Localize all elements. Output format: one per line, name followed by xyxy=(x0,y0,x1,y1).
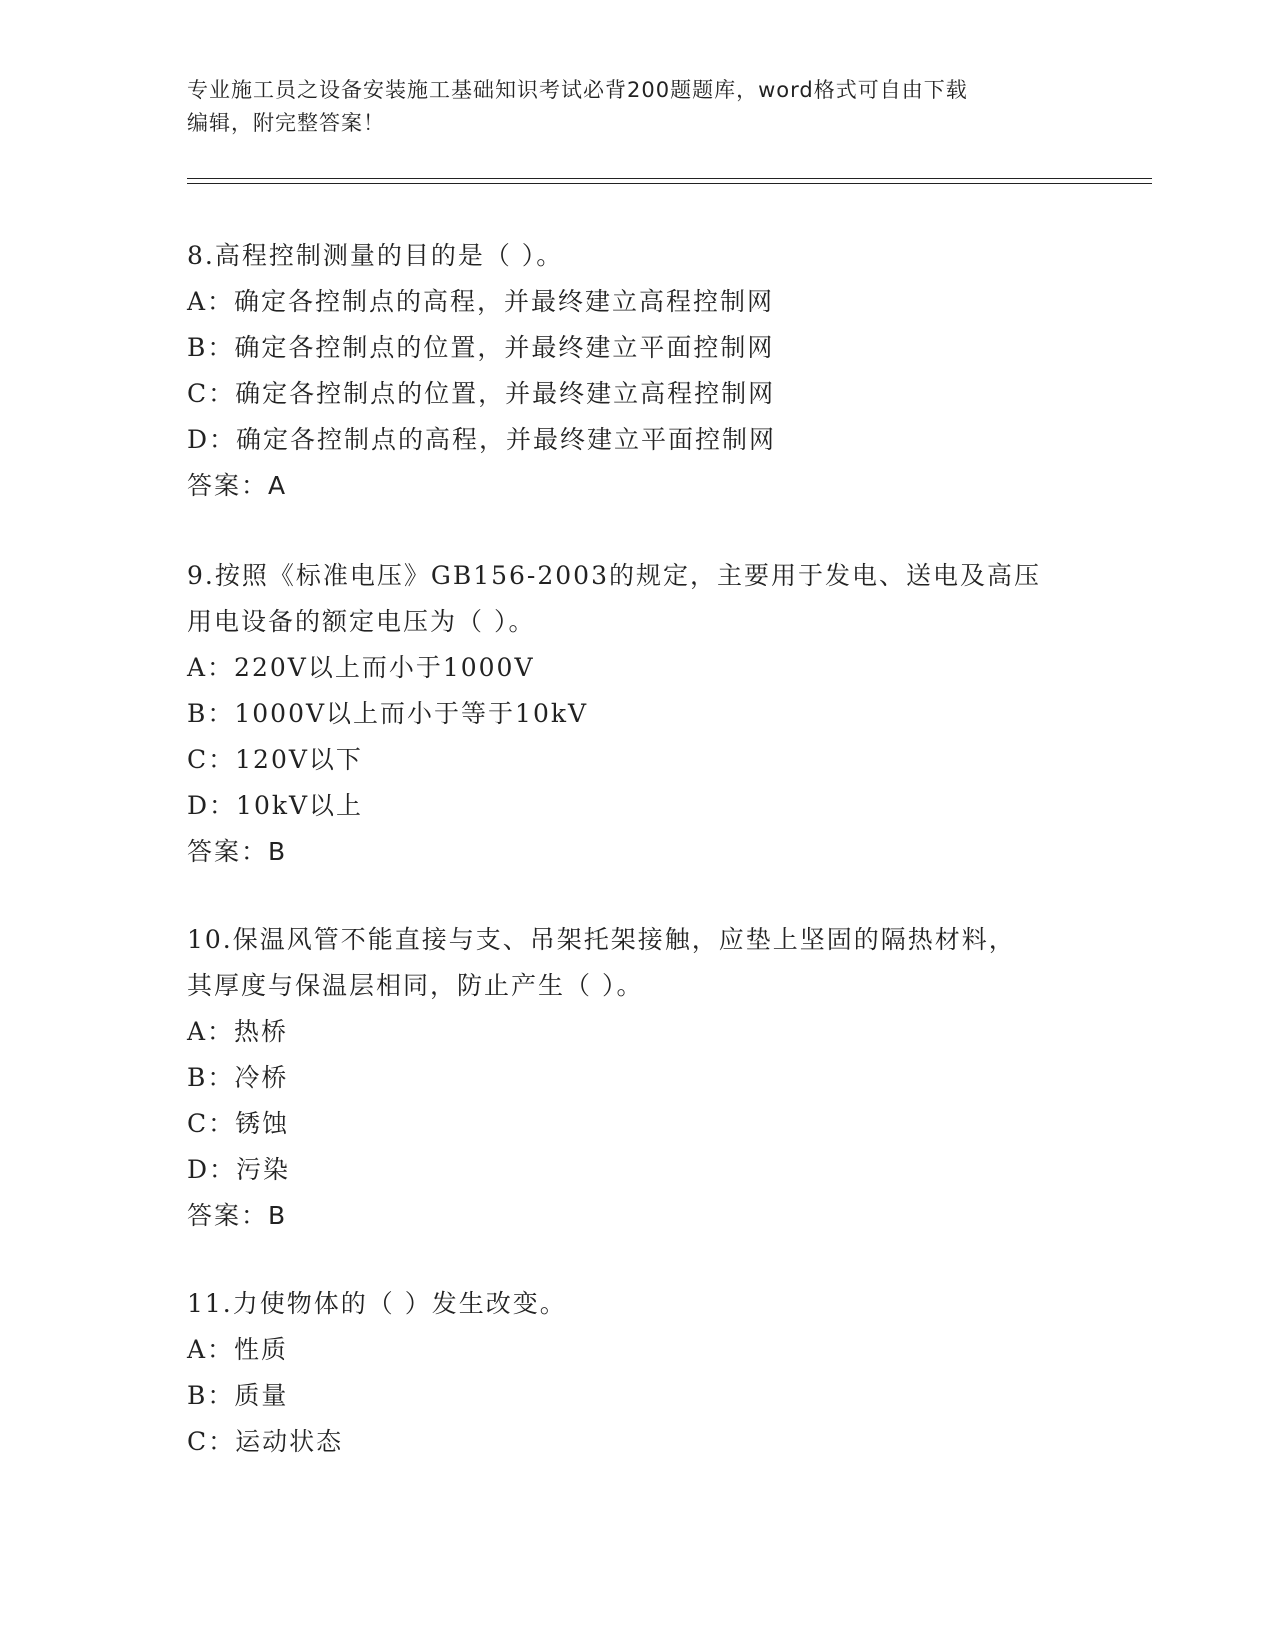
question-stem: 10.保温风管不能直接与支、吊架托架接触，应垫上坚固的隔热材料， xyxy=(187,925,1016,954)
document-header xyxy=(187,74,1087,140)
question-11 xyxy=(187,1281,1087,1465)
option-d: D：污染 xyxy=(187,1155,291,1184)
option-c: C：120V以下 xyxy=(187,745,363,774)
question-stem: 9.按照《标准电压》GB156-2003的规定，主要用于发电、送电及高压 xyxy=(187,561,1041,590)
option-b: B：确定各控制点的位置，并最终建立平面控制网 xyxy=(187,333,775,362)
option-a: A：热桥 xyxy=(187,1017,289,1046)
header-line-1: 专业施工员之设备安装施工基础知识考试必背200题题库，word格式可自由下载 xyxy=(187,78,968,102)
option-a: A：性质 xyxy=(187,1335,289,1364)
question-10 xyxy=(187,917,1087,1239)
option-a: A：确定各控制点的高程，并最终建立高程控制网 xyxy=(187,287,775,316)
header-divider-bottom xyxy=(187,183,1152,184)
answer: 答案：B xyxy=(187,1201,288,1230)
answer: 答案：A xyxy=(187,471,288,500)
option-a: A：220V以上而小于1000V xyxy=(187,653,535,682)
question-stem-continued: 用电设备的额定电压为（ ）。 xyxy=(187,607,536,636)
header-divider-top xyxy=(187,178,1152,179)
question-8 xyxy=(187,233,1087,509)
option-c: C：锈蚀 xyxy=(187,1109,290,1138)
question-stem-continued: 其厚度与保温层相同，防止产生（ ）。 xyxy=(187,971,644,1000)
option-b: B：1000V以上而小于等于10kV xyxy=(187,699,589,728)
question-stem: 11.力使物体的（ ）发生改变。 xyxy=(187,1289,567,1318)
option-d: D：10kV以上 xyxy=(187,791,364,820)
option-c: C：确定各控制点的位置，并最终建立高程控制网 xyxy=(187,379,776,408)
option-b: B：质量 xyxy=(187,1381,289,1410)
option-c: C：运动状态 xyxy=(187,1427,344,1456)
question-stem: 8.高程控制测量的目的是（ ）。 xyxy=(187,241,564,270)
option-d: D：确定各控制点的高程，并最终建立平面控制网 xyxy=(187,425,777,454)
answer: 答案：B xyxy=(187,837,288,866)
question-9 xyxy=(187,553,1087,875)
option-b: B：冷桥 xyxy=(187,1063,289,1092)
header-line-2: 编辑，附完整答案！ xyxy=(187,111,385,135)
